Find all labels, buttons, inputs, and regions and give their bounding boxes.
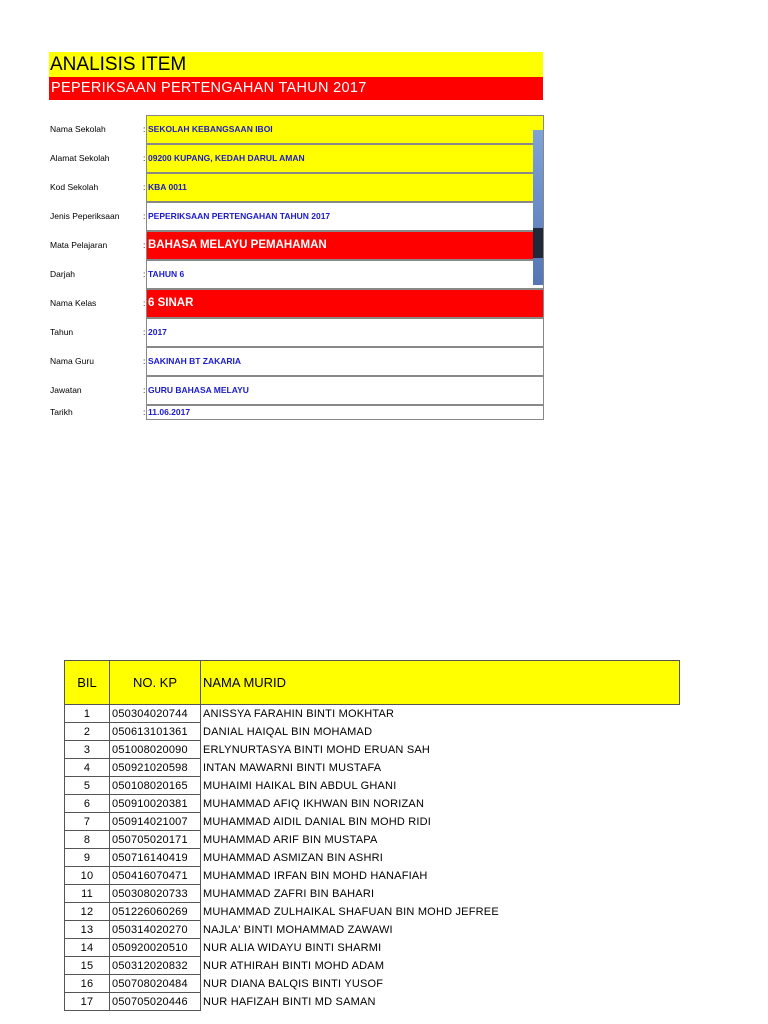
- info-value: 2017: [146, 318, 544, 347]
- info-colon: :: [143, 153, 146, 163]
- info-row: [49, 115, 544, 144]
- table-row: [65, 723, 680, 741]
- cell-bil: 1: [65, 705, 110, 723]
- info-label: Jawatan: [50, 385, 82, 395]
- cell-bil: 2: [65, 723, 110, 741]
- cell-nama: ERLYNURTASYA BINTI MOHD ERUAN SAH: [201, 741, 680, 759]
- info-colon: :: [143, 356, 146, 366]
- cell-nokp: 050705020446: [110, 993, 201, 1011]
- side-image-strip: [533, 130, 543, 285]
- cell-bil: 16: [65, 975, 110, 993]
- info-row: [49, 405, 544, 420]
- info-colon: :: [143, 298, 146, 308]
- table-row: [65, 777, 680, 795]
- info-value: GURU BAHASA MELAYU: [146, 376, 544, 405]
- cell-bil: 6: [65, 795, 110, 813]
- table-row: [65, 885, 680, 903]
- info-label: Alamat Sekolah: [50, 153, 110, 163]
- cell-nama: MUHAIMI HAIKAL BIN ABDUL GHANI: [201, 777, 680, 795]
- info-label: Nama Kelas: [50, 298, 97, 308]
- table-row: [65, 705, 680, 723]
- table-row: [65, 741, 680, 759]
- info-label: Nama Sekolah: [50, 124, 106, 134]
- info-value: KBA 0011: [146, 173, 544, 202]
- table-row: [65, 957, 680, 975]
- cell-nama: NAJLA' BINTI MOHAMMAD ZAWAWI: [201, 921, 680, 939]
- report-title: ANALISIS ITEM: [49, 52, 543, 77]
- cell-nokp: 050314020270: [110, 921, 201, 939]
- info-value: TAHUN 6: [146, 260, 544, 289]
- cell-nama: MUHAMMAD ZAFRI BIN BAHARI: [201, 885, 680, 903]
- info-row: [49, 318, 544, 347]
- cell-nokp: 050416070471: [110, 867, 201, 885]
- info-value: BAHASA MELAYU PEMAHAMAN: [146, 231, 544, 260]
- cell-bil: 14: [65, 939, 110, 957]
- info-colon: :: [143, 269, 146, 279]
- cell-nama: INTAN MAWARNI BINTI MUSTAFA: [201, 759, 680, 777]
- table-row: [65, 813, 680, 831]
- info-colon: :: [143, 124, 146, 134]
- header-nama-murid: NAMA MURID: [201, 661, 680, 705]
- cell-nokp: 050308020733: [110, 885, 201, 903]
- info-label: Mata Pelajaran: [50, 240, 108, 250]
- info-row: [49, 144, 544, 173]
- cell-bil: 12: [65, 903, 110, 921]
- table-row: [65, 993, 680, 1011]
- table-row: [65, 975, 680, 993]
- info-row: [49, 289, 544, 318]
- cell-nama: MUHAMMAD ASMIZAN BIN ASHRI: [201, 849, 680, 867]
- cell-nama: NUR ALIA WIDAYU BINTI SHARMI: [201, 939, 680, 957]
- cell-nokp: 050708020484: [110, 975, 201, 993]
- cell-nama: ANISSYA FARAHIN BINTI MOKHTAR: [201, 705, 680, 723]
- cell-nokp: 050304020744: [110, 705, 201, 723]
- info-row: [49, 231, 544, 260]
- cell-nokp: 050920020510: [110, 939, 201, 957]
- cell-nama: DANIAL HAIQAL BIN MOHAMAD: [201, 723, 680, 741]
- table-row: [65, 939, 680, 957]
- cell-nokp: 050716140419: [110, 849, 201, 867]
- report-subtitle: PEPERIKSAAN PERTENGAHAN TAHUN 2017: [49, 77, 543, 100]
- cell-nama: MUHAMMAD IRFAN BIN MOHD HANAFIAH: [201, 867, 680, 885]
- table-row: [65, 849, 680, 867]
- cell-nama: MUHAMMAD ARIF BIN MUSTAPA: [201, 831, 680, 849]
- info-label: Jenis Peperiksaan: [50, 211, 120, 221]
- cell-bil: 10: [65, 867, 110, 885]
- info-label: Kod Sekolah: [50, 182, 99, 192]
- cell-nama: NUR ATHIRAH BINTI MOHD ADAM: [201, 957, 680, 975]
- cell-bil: 11: [65, 885, 110, 903]
- info-value: 09200 KUPANG, KEDAH DARUL AMAN: [146, 144, 544, 173]
- cell-bil: 8: [65, 831, 110, 849]
- student-list-table: [64, 660, 680, 1011]
- table-row: [65, 921, 680, 939]
- cell-bil: 7: [65, 813, 110, 831]
- cell-nama: NUR DIANA BALQIS BINTI YUSOF: [201, 975, 680, 993]
- info-label: Tarikh: [50, 407, 73, 417]
- info-label: Darjah: [50, 269, 76, 279]
- table-row: [65, 903, 680, 921]
- cell-bil: 13: [65, 921, 110, 939]
- table-row: [65, 795, 680, 813]
- info-row: [49, 347, 544, 376]
- cell-nokp: 050613101361: [110, 723, 201, 741]
- cell-nokp: 051226060269: [110, 903, 201, 921]
- info-row: [49, 376, 544, 405]
- cell-bil: 3: [65, 741, 110, 759]
- cell-nokp: 050312020832: [110, 957, 201, 975]
- cell-bil: 9: [65, 849, 110, 867]
- info-colon: :: [143, 240, 146, 250]
- info-colon: :: [143, 407, 146, 417]
- cell-bil: 17: [65, 993, 110, 1011]
- cell-nokp: 050914021007: [110, 813, 201, 831]
- info-row: [49, 260, 544, 289]
- info-row: [49, 202, 544, 231]
- info-label: Nama Guru: [50, 356, 94, 366]
- student-table-header: [65, 661, 680, 705]
- header-nokp: NO. KP: [110, 661, 201, 705]
- info-value: PEPERIKSAAN PERTENGAHAN TAHUN 2017: [146, 202, 544, 231]
- info-label: Tahun: [50, 327, 74, 337]
- cell-nokp: 050108020165: [110, 777, 201, 795]
- cell-nokp: 051008020090: [110, 741, 201, 759]
- cell-bil: 5: [65, 777, 110, 795]
- info-colon: :: [143, 385, 146, 395]
- info-colon: :: [143, 327, 146, 337]
- info-value: 6 SINAR: [146, 289, 544, 318]
- table-row: [65, 759, 680, 777]
- cell-nokp: 050921020598: [110, 759, 201, 777]
- info-value: SAKINAH BT ZAKARIA: [146, 347, 544, 376]
- cell-bil: 4: [65, 759, 110, 777]
- info-value: 11.06.2017: [146, 405, 544, 420]
- info-colon: :: [143, 182, 146, 192]
- cell-nokp: 050705020171: [110, 831, 201, 849]
- table-row: [65, 831, 680, 849]
- cell-bil: 15: [65, 957, 110, 975]
- cell-nokp: 050910020381: [110, 795, 201, 813]
- info-row: [49, 173, 544, 202]
- info-value: SEKOLAH KEBANGSAAN IBOI: [146, 115, 544, 144]
- cell-nama: MUHAMMAD ZULHAIKAL SHAFUAN BIN MOHD JEFREE: [201, 903, 680, 921]
- info-colon: :: [143, 211, 146, 221]
- cell-nama: MUHAMMAD AFIQ IKHWAN BIN NORIZAN: [201, 795, 680, 813]
- header-bil: BIL: [65, 661, 110, 705]
- table-row: [65, 867, 680, 885]
- cell-nama: NUR HAFIZAH BINTI MD SAMAN: [201, 993, 680, 1011]
- cell-nama: MUHAMMAD AIDIL DANIAL BIN MOHD RIDI: [201, 813, 680, 831]
- side-image-shadow: [533, 228, 543, 258]
